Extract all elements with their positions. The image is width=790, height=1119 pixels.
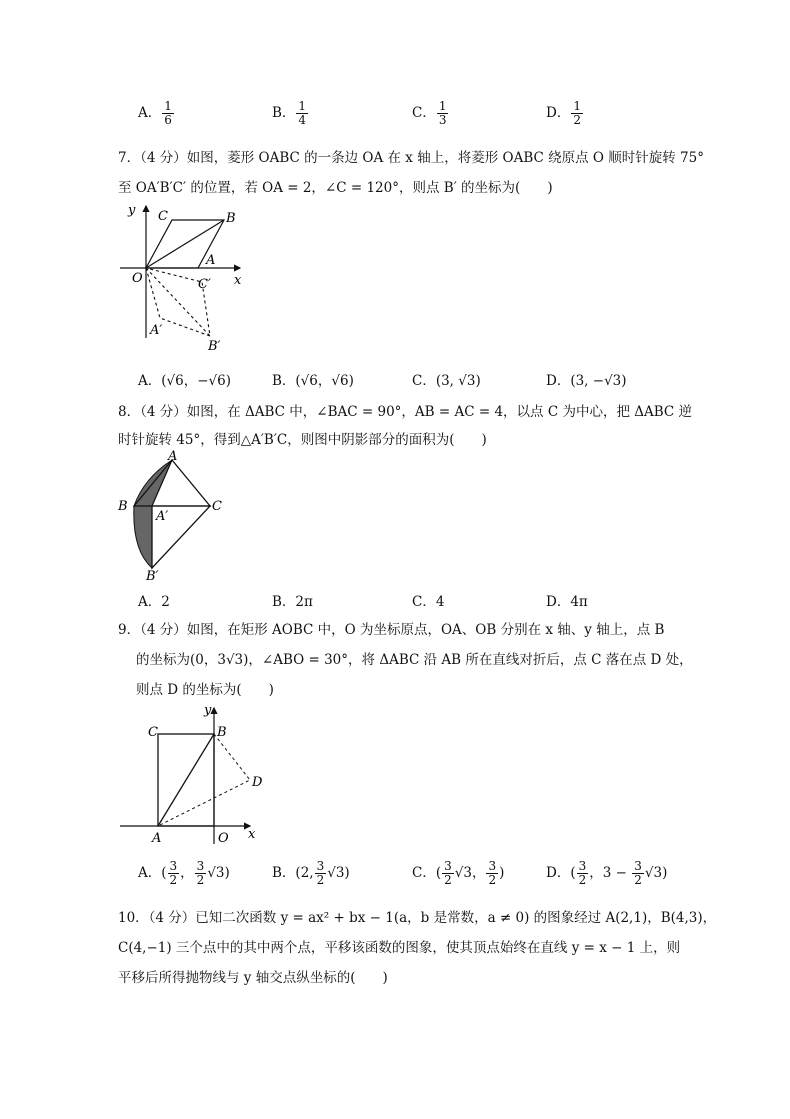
q7-option-a[interactable]: A．(√6，−√6) [138,373,231,389]
q8-label-b-prime: B′ [146,569,159,582]
q9-text-line3: 则点 D 的坐标为( ) [136,682,274,698]
q10-text-line1: 10．（4 分）已知二次函数 y = ax² + bx − 1(a，b 是常数，a ≠ 0) 的图象经过 A(2,1)，B(4,3)， [118,910,717,926]
q9-label-o: O [218,831,229,846]
q9-option-b[interactable]: B．(2, $\frac{3}{2}$ √3) [272,859,350,887]
q8-figure [114,450,234,582]
q9-text-line2: 的坐标为(0，3√3)，∠ABO = 30°，将 ΔABC 沿 AB 所在直线对折后，点 C 落在点 D 处， [136,652,693,668]
q9-folded-triangle [158,734,250,826]
q10-text-line3: 平移后所得抛物线与 y 轴交点纵坐标的( ) [118,970,388,986]
q6-option-c[interactable]: C． $\frac{1}{3}$ [412,99,447,127]
q8-option-b[interactable]: B．2π [272,594,313,610]
q7-label-c-prime: C′ [198,277,211,292]
q7-option-c[interactable]: C．(3, √3) [412,373,481,389]
q8-shaded-lower [134,506,152,568]
q8-option-a[interactable]: A．2 [138,594,170,610]
q7-label-y: y [128,203,136,218]
q7-text-line1: 7．（4 分）如图，菱形 OABC 的一条边 OA 在 x 轴上，将菱形 OABC 绕原点 O 顺时针旋转 75° [118,150,704,166]
q9-label-d: D [252,775,263,790]
q9-label-x: x [248,827,256,842]
q9-figure [116,702,266,848]
q7-label-c: C [158,209,168,224]
q10-text-line2: C(4,−1) 三个点中的其中两个点，平移该函数的图象，使其顶点始终在直线 y = x − 1 上，则 [118,940,681,956]
q8-label-a-prime: A′ [156,509,169,524]
q9-text-line1: 9．（4 分）如图，在矩形 AOBC 中，O 为坐标原点，OA、OB 分别在 x 轴、y 轴上，点 B [118,622,665,638]
q8-option-d[interactable]: D．4π [546,594,588,610]
q7-label-b-prime: B′ [208,339,221,354]
q7-option-b[interactable]: B．(√6，√6) [272,373,354,389]
q8-text-line2: 时针旋转 45°，得到△A′B′C，则图中阴影部分的面积为( ) [118,432,487,448]
q8-label-b: B [118,499,128,514]
q7-label-b: B [226,211,236,226]
q9-diagonal-ab [158,734,214,826]
q8-label-a: A [168,450,178,464]
q7-figure [112,198,252,358]
q9-option-a[interactable]: A．( $\frac{3}{2}$ ， $\frac{3}{2}$ √3) [138,859,230,887]
q9-label-y: y [204,703,212,718]
q9-option-c[interactable]: C．( $\frac{3}{2}$ √3， $\frac{3}{2}$ ) [412,859,505,887]
q9-label-c: C [148,725,158,740]
q8-label-c: C [212,499,222,514]
q7-option-d[interactable]: D．(3, −√3) [546,373,627,389]
q9-label-a: A [152,831,162,846]
q7-text-line2: 至 OA′B′C′ 的位置，若 OA = 2，∠C = 120°，则点 B′ 的坐标为( ) [118,180,553,196]
q6-option-d[interactable]: D． $\frac{1}{2}$ [546,99,581,127]
q6-option-b[interactable]: B． $\frac{1}{4}$ [272,99,307,127]
q9-label-b: B [217,725,227,740]
q7-label-x: x [234,273,242,288]
q7-label-a-prime: A′ [150,323,163,338]
q9-option-d[interactable]: D．( $\frac{3}{2}$ ，3 − $\frac{3}{2}$ √3) [546,859,668,887]
q8-option-c[interactable]: C．4 [412,594,445,610]
q7-label-o: O [132,271,143,286]
q7-label-a: A [206,253,216,268]
q6-option-a[interactable]: A． $\frac{1}{6}$ [138,99,172,127]
q8-text-line1: 8．（4 分）如图，在 ΔABC 中，∠BAC = 90°，AB = AC = 4，以点 C 为中心，把 ΔABC 逆 [118,404,693,420]
